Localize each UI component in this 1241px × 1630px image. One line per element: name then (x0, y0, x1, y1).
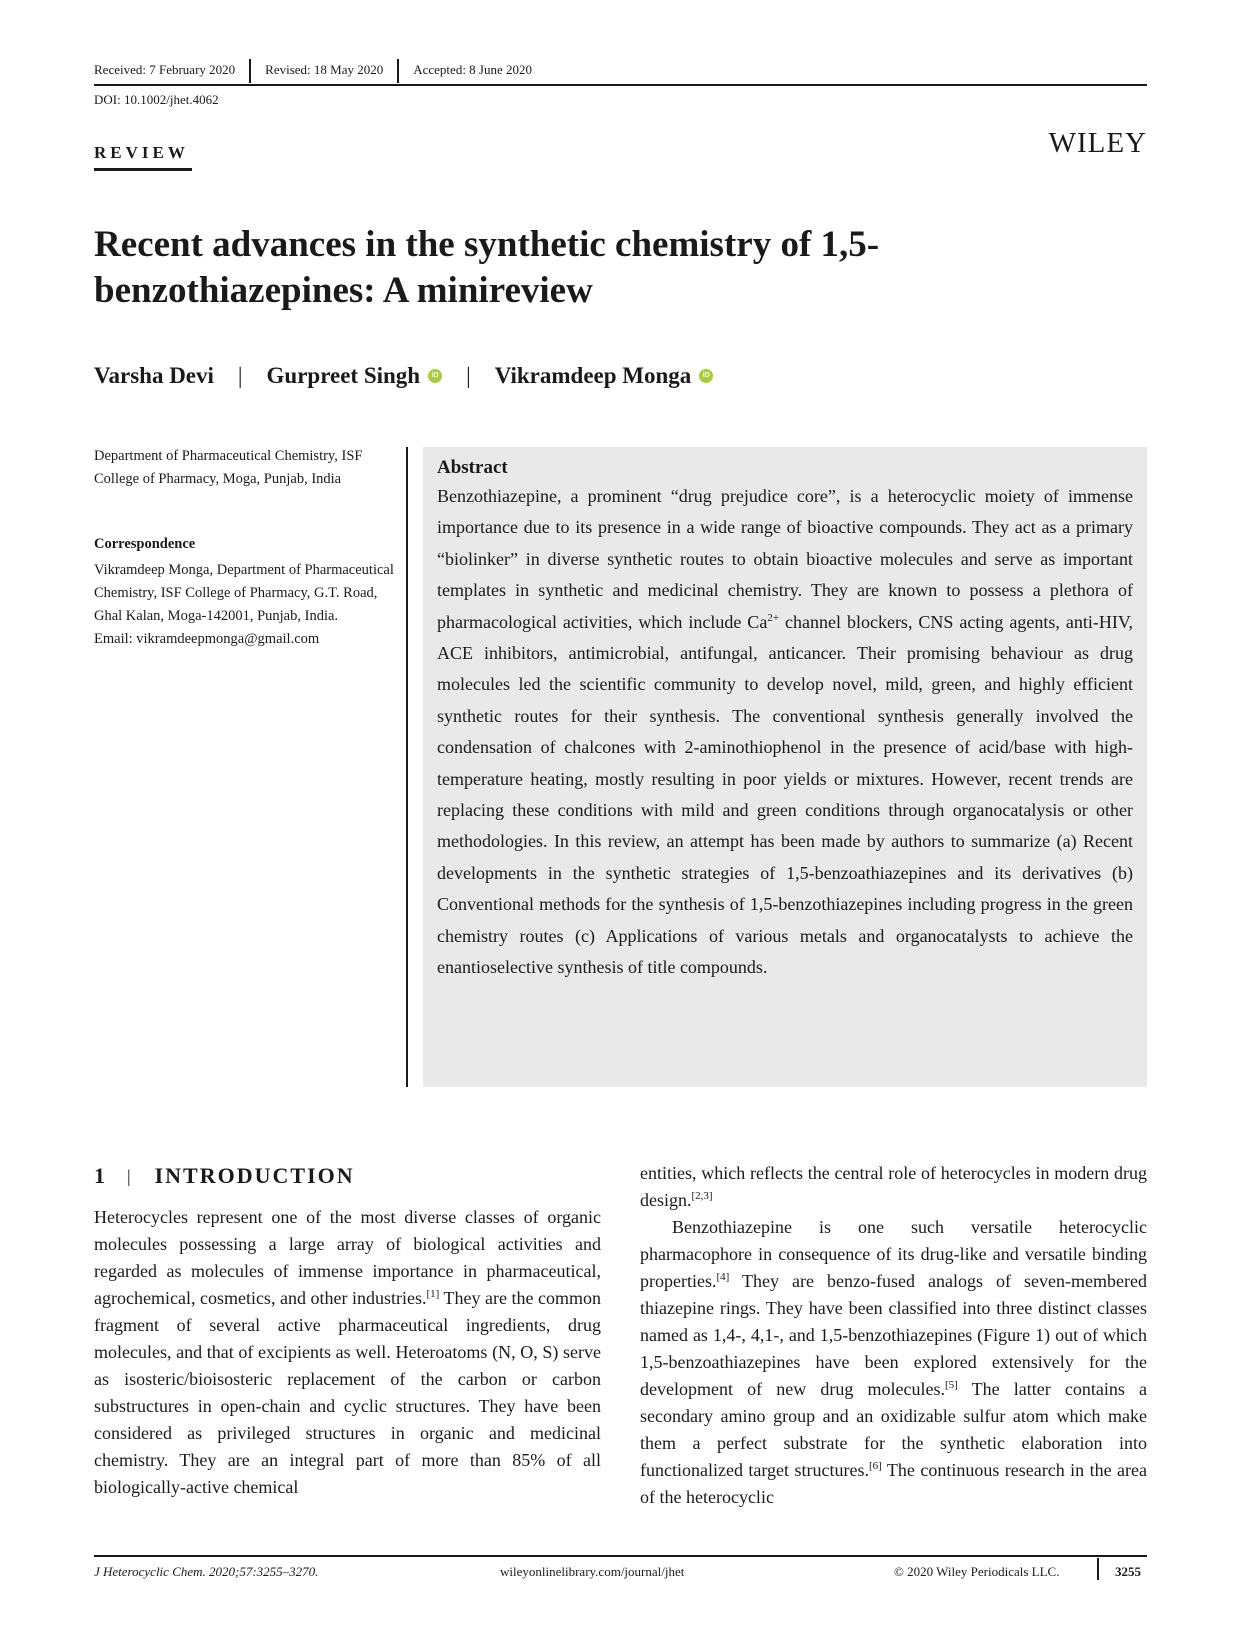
paragraph-text: They are benzo-fused analogs of seven-membered thiazepine rings. They have been classified into three distinct classes named as 1,4-, 4,1-, and 1,5-benzothiazepines (Figure 1) out of which 1,5-benzoathiazepines have been explored extensively for the development of new drug molecules. (640, 1271, 1147, 1399)
section-label-underline (94, 168, 192, 171)
author-name: Varsha Devi (94, 363, 214, 388)
footer-rule (94, 1555, 1147, 1557)
introduction-heading (94, 1163, 355, 1189)
orcid-icon[interactable]: iD (699, 369, 713, 383)
page-number: 3255 (1115, 1564, 1141, 1579)
article-dates (94, 62, 546, 83)
header-rule (94, 84, 1147, 86)
affiliation: Department of Pharmaceutical Chemistry, ISF College of Pharmacy, Moga, Punjab, India (94, 448, 363, 487)
orcid-icon[interactable]: iD (428, 369, 442, 383)
citation[interactable]: [2,3] (691, 1190, 713, 1202)
paragraph (94, 1204, 601, 1501)
abstract-text-part: Benzothiazepine, a prominent “drug prejudice core”, is a heterocyclic moiety of immense importance due to its presence in a wide range of bioactive compounds. They act as a primary “biolinker” in diverse synthetic routes to obtain bioactive molecules and serve as important templates in synthetic and medicinal chemistry. They are known to possess a plethora of pharmacological activities, which include Ca (437, 486, 1133, 632)
date-divider (249, 59, 251, 83)
paragraph-text: entities, which reflects the central role of heterocycles in modern drug design. (640, 1163, 1147, 1210)
paragraph-text: Heterocycles represent one of the most diverse classes of organic molecules possessing a large array of biological activities and regarded as molecules of immense importance in pharmaceutical, agrochemical, cosmetics, and other industries. (94, 1207, 601, 1308)
correspondence-heading: Correspondence (94, 536, 196, 552)
accepted-date: Accepted: 8 June 2020 (413, 62, 533, 77)
footer-divider (1097, 1558, 1099, 1580)
paragraph-text: Benzothiazepine is one such versatile heterocyclic pharmacophore in consequence of its drug-like and versatile binding properties. (640, 1217, 1147, 1291)
abstract-rule (406, 447, 408, 1087)
author-separator: | (237, 363, 243, 388)
doi: DOI: 10.1002/jhet.4062 (94, 92, 219, 107)
superscript: 2+ (767, 611, 780, 624)
section-number: 1 (94, 1163, 107, 1188)
copyright: © 2020 Wiley Periodicals LLC. (894, 1564, 1060, 1579)
journal-url[interactable]: wileyonlinelibrary.com/journal/jhet (500, 1564, 685, 1579)
correspondence-block (94, 559, 394, 651)
citation[interactable]: [1] (426, 1288, 440, 1300)
author-name: Gurpreet Singh (266, 363, 421, 388)
paragraph-text: The continuous research in the area of the heterocyclic (640, 1460, 1147, 1507)
citation[interactable]: [4] (716, 1271, 730, 1283)
correspondence-address: Vikramdeep Monga, Department of Pharmaceutical Chemistry, ISF College of Pharmacy, G.T. Road, Ghal Kalan, Moga-142001, Punjab, India. (94, 562, 394, 624)
section-title: INTRODUCTION (154, 1163, 355, 1188)
section-label: REVIEW (94, 143, 189, 162)
correspondence-email[interactable]: Email: vikramdeepmonga@gmail.com (94, 631, 320, 647)
section-divider: | (127, 1165, 133, 1186)
author-separator: | (466, 363, 471, 388)
paragraph-text: They are the common fragment of several active pharmaceutical ingredients, drug molecules, and that of excipients as well. Heteroatoms (N, O, S) serve as isosteric/bioisosteric replacement of the carbon or carbon substructures in open-chain and cyclic structures. They have been considered as privileged structures in organic and medicinal chemistry. They are an integral part of more than 85% of all biologically-active chemical (94, 1288, 601, 1497)
abstract (423, 447, 1147, 1087)
received-date: Received: 7 February 2020 (94, 62, 236, 77)
author-name: Vikramdeep Monga (494, 363, 692, 388)
article-title: Recent advances in the synthetic chemistry of 1,5-benzothiazepines: A minireview (94, 224, 880, 311)
abstract-text (437, 481, 1133, 984)
author-list (94, 363, 713, 389)
body-column-left (94, 1204, 601, 1501)
paragraph (640, 1214, 1147, 1511)
revised-date: Revised: 18 May 2020 (265, 62, 384, 77)
journal-citation: J Heterocyclic Chem. 2020;57:3255–3270. (94, 1564, 319, 1579)
abstract-heading: Abstract (437, 457, 508, 478)
date-divider (397, 59, 399, 83)
body-column-right (640, 1160, 1147, 1511)
abstract-text-part: channel blockers, CNS acting agents, anti-HIV, ACE inhibitors, antimicrobial, antifungal, anticancer. Their promising behaviour as drug molecules led the scientific community to develop novel, mild, green, and highly efficient synthetic routes for their synthesis. The conventional synthesis generally involved the condensation of chalcones with 2-aminothiophenol in the presence of acid/base with high-temperature heating, mostly resulting in poor yields or mixtures. However, recent trends are replacing these conditions with mild and green conditions through organocatalysis or other methodologies. In this review, an attempt has been made by authors to summarize (a) Recent developments in the synthetic strategies of 1,5-benzoathiazepines and its derivatives (b) Conventional methods for the synthesis of 1,5-benzothiazepines including progress in the green chemistry routes (c) Applications of various metals and organocatalysts to achieve the enantioselective synthesis of title compounds. (437, 611, 1133, 978)
citation[interactable]: [6] (868, 1460, 882, 1472)
paragraph-text: The latter contains a secondary amino group and an oxidizable sulfur atom which make them a perfect substrate for the synthetic elaboration into functionalized target structures. (640, 1379, 1147, 1480)
publisher-logo: WILEY (1048, 127, 1147, 159)
paragraph-continuation (640, 1160, 1147, 1214)
citation[interactable]: [5] (945, 1379, 958, 1391)
